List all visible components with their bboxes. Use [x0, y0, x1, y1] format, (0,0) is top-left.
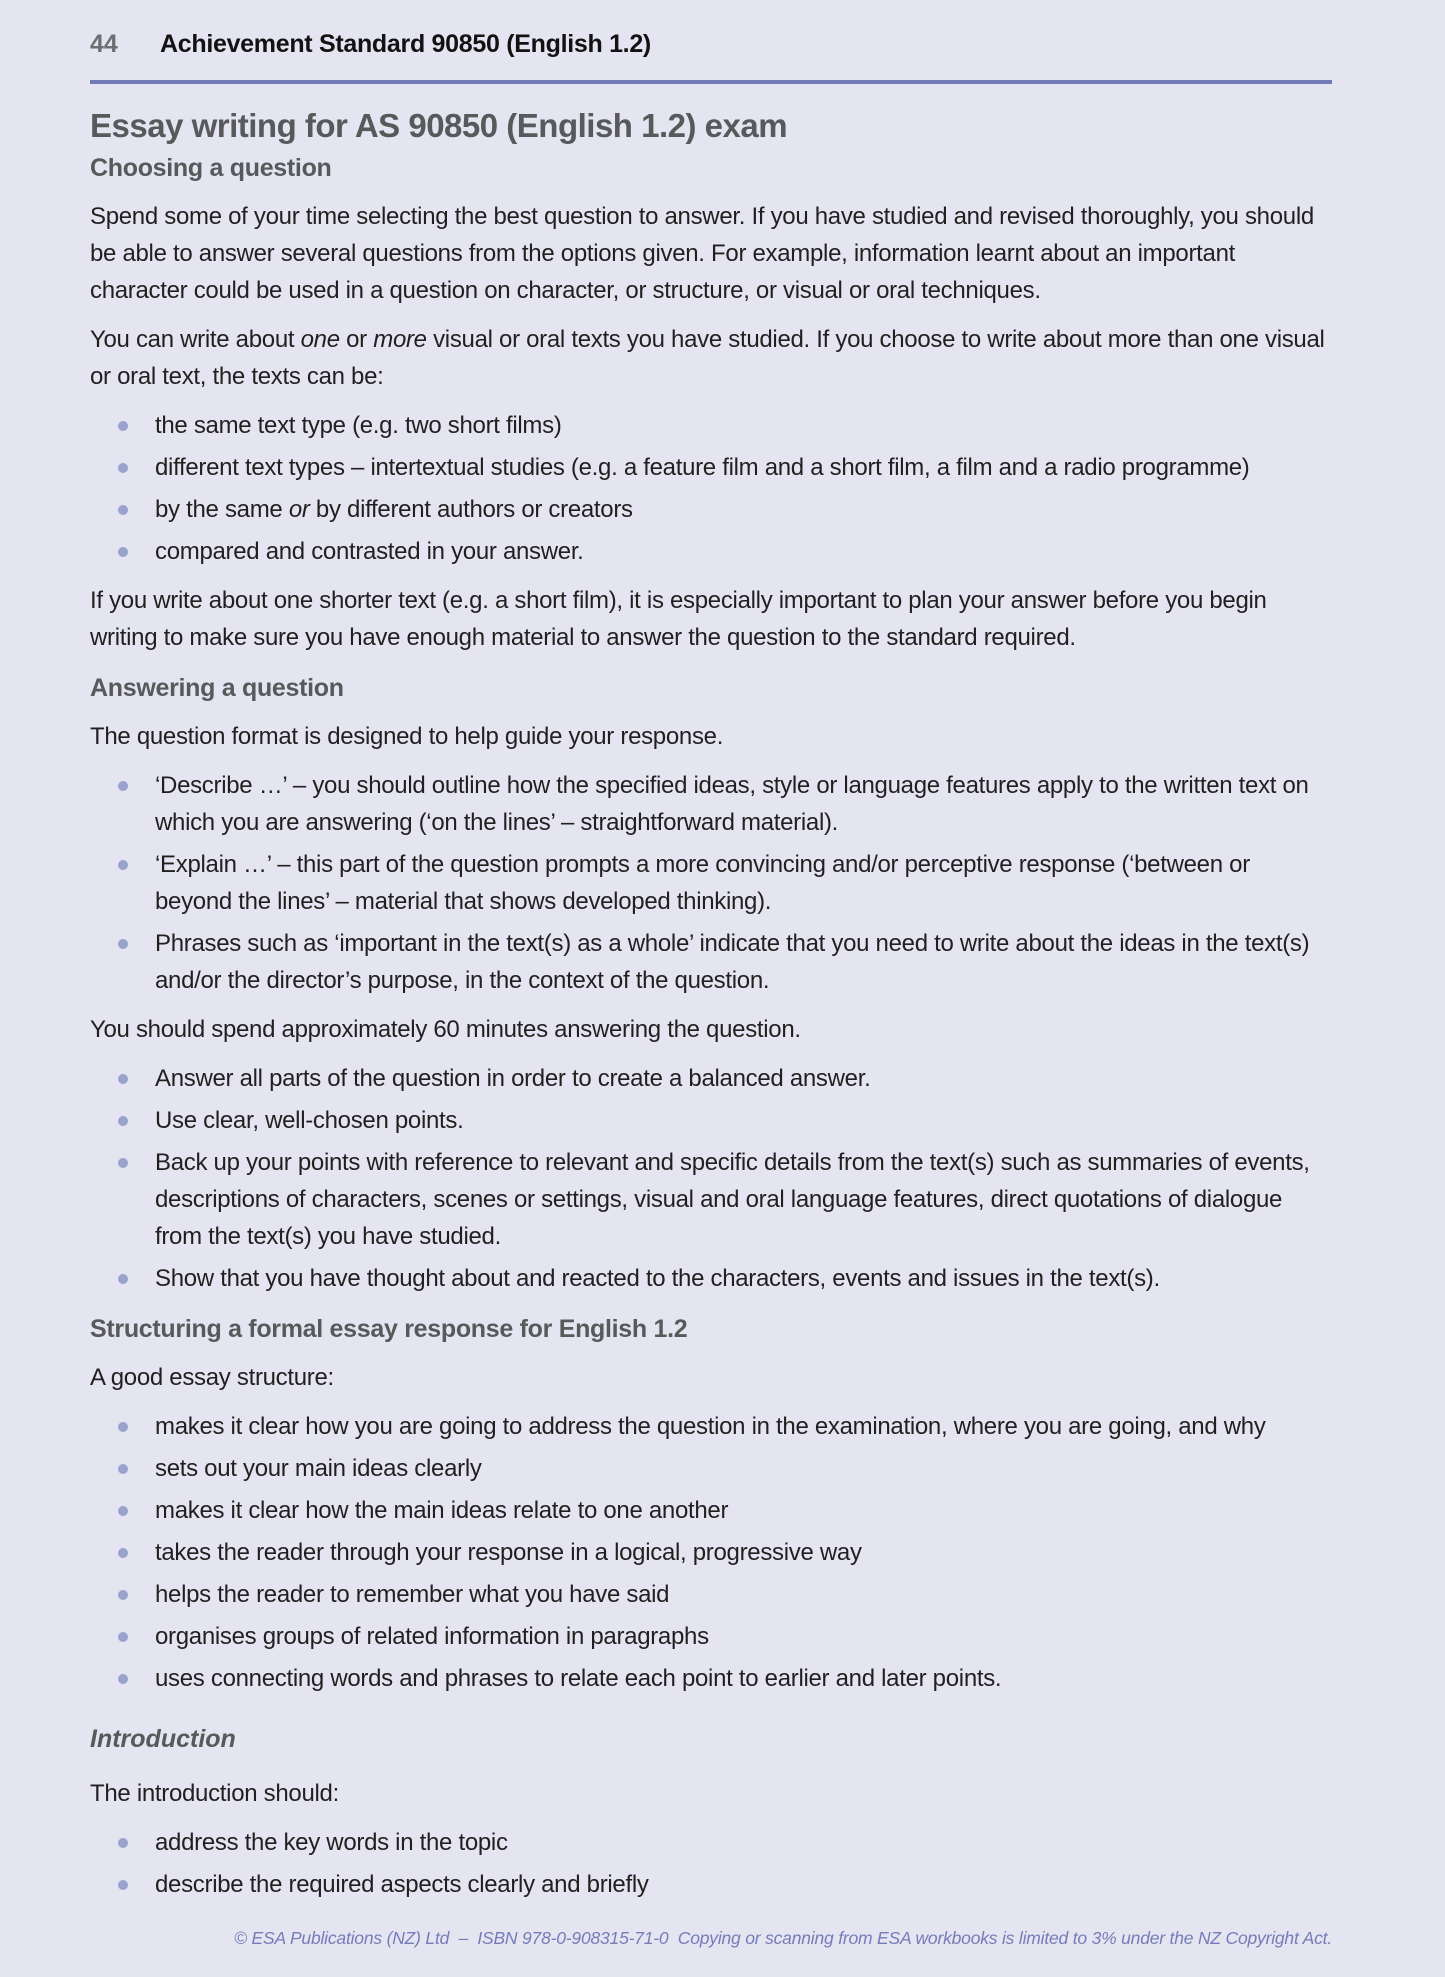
list-item: [90, 846, 1332, 920]
list-item: [90, 925, 1332, 999]
bullet-icon: [118, 1674, 128, 1684]
list-item: [90, 1576, 1332, 1613]
paragraph: [90, 582, 1332, 656]
list-item-text: compared and contrasted in your answer.: [155, 538, 584, 565]
list-item-text: makes it clear how the main ideas relate to one another: [155, 1497, 729, 1524]
list-item: [90, 533, 1332, 570]
bullet-icon: [118, 547, 128, 557]
footer-copyright: © ESA Publications (NZ) Ltd – ISBN 978-0-908315-71-0 Copying or scanning from ESA workbooks is limited to 3% under the NZ Copyright Act.: [234, 1928, 1332, 1948]
list-item: [90, 1408, 1332, 1445]
list-item: [90, 449, 1332, 486]
list-item: [90, 1492, 1332, 1529]
list-item-text: Answer all parts of the question in order to create a balanced answer.: [155, 1065, 871, 1092]
bullet-list: [90, 407, 1332, 570]
list-item-text: ‘Describe …’ – you should outline how the specified ideas, style or language features apply to the written text on which you are answering (‘on the lines’ – straightforward material).: [155, 772, 1309, 836]
paragraph: [90, 321, 1332, 395]
text-run: visual or oral texts you have studied. If you choose to write about more than one visual or oral text, the texts can be:: [90, 326, 1325, 390]
list-item: [90, 1534, 1332, 1571]
paragraph: The question format is designed to help guide your response.: [90, 723, 724, 750]
list-item-text: Phrases such as ‘important in the text(s) as a whole’ indicate that you need to write about the ideas in the text(s) and/or the director’s purpose, in the context of the question.: [155, 930, 1310, 994]
bullet-icon: [118, 1880, 128, 1890]
list-item: [90, 1824, 1332, 1861]
list-item-text: different text types – intertextual studies (e.g. a feature film and a short film, a film and a radio programme): [155, 454, 1250, 481]
book-title: Achievement Standard 90850 (English 1.2): [160, 30, 651, 58]
list-item: [90, 1144, 1332, 1255]
list-item-text: helps the reader to remember what you have said: [155, 1581, 670, 1608]
list-item-text: organises groups of related information in paragraphs: [155, 1623, 709, 1650]
list-item: [90, 1618, 1332, 1655]
text-run: by the same: [155, 496, 289, 523]
bullet-icon: [118, 939, 128, 949]
page-header: [90, 30, 1332, 58]
bullet-icon: [118, 781, 128, 791]
list-item-text: makes it clear how you are going to address the question in the examination, where you are going, and why: [155, 1413, 1266, 1440]
bullet-icon: [118, 463, 128, 473]
list-item-text: ‘Explain …’ – this part of the question prompts a more convincing and/or perceptive response (‘between or beyond the lines’ – material that shows developed thinking).: [155, 851, 1250, 915]
list-item: [90, 1102, 1332, 1139]
bullet-icon: [118, 860, 128, 870]
bullet-icon: [118, 1548, 128, 1558]
sub-heading-introduction: Introduction: [90, 1725, 236, 1753]
bullet-list: [90, 1060, 1332, 1297]
list-item: [90, 491, 1332, 528]
bullet-icon: [118, 1422, 128, 1432]
list-item: [90, 407, 1332, 444]
bullet-icon: [118, 1158, 128, 1168]
bullet-list: [90, 767, 1332, 999]
list-item-text: [155, 491, 633, 528]
paragraph: A good essay structure:: [90, 1364, 334, 1391]
text-run-italic: one: [300, 326, 340, 353]
paragraph: You should spend approximately 60 minutes answering the question.: [90, 1016, 801, 1043]
bullet-icon: [118, 1074, 128, 1084]
list-item-text: sets out your main ideas clearly: [155, 1455, 482, 1482]
bullet-icon: [118, 1274, 128, 1284]
list-item-text: Back up your points with reference to relevant and specific details from the text(s) such as summaries of events, descriptions of characters, scenes or settings, visual and oral language features, direct quotations of dialogue from the text(s) you have studied.: [155, 1149, 1310, 1250]
text-run-italic: or: [288, 496, 310, 523]
list-item-text: takes the reader through your response in a logical, progressive way: [155, 1539, 862, 1566]
list-item: [90, 767, 1332, 841]
text-run: You can write about: [90, 326, 301, 353]
section-heading-answering: Answering a question: [90, 674, 344, 702]
page-title: Essay writing for AS 90850 (English 1.2) exam: [90, 107, 788, 144]
bullet-icon: [118, 505, 128, 515]
bullet-icon: [118, 1632, 128, 1642]
list-item-text: describe the required aspects clearly and briefly: [155, 1871, 649, 1898]
page-number: 44: [90, 30, 118, 58]
bullet-icon: [118, 1116, 128, 1126]
section-heading-choosing: Choosing a question: [90, 154, 332, 182]
paragraph: [90, 198, 1332, 309]
bullet-icon: [118, 1838, 128, 1848]
text-run: or: [339, 326, 374, 353]
text-run: If you write about one shorter text (e.g. a short film), it is especially important to plan your answer before you begin writing to make sure you have enough material to answer the question to the standard required.: [90, 587, 1267, 651]
bullet-list: [90, 1824, 1332, 1903]
list-item: [90, 1060, 1332, 1097]
section-heading-structuring: Structuring a formal essay response for English 1.2: [90, 1315, 688, 1343]
list-item-text: the same text type (e.g. two short films): [155, 412, 562, 439]
paragraph: The introduction should:: [90, 1780, 339, 1807]
list-item-text: Show that you have thought about and reacted to the characters, events and issues in the text(s).: [155, 1265, 1160, 1292]
list-item-text: address the key words in the topic: [155, 1829, 508, 1856]
bullet-icon: [118, 1506, 128, 1516]
text-run: Spend some of your time selecting the best question to answer. If you have studied and revised thoroughly, you should be able to answer several questions from the options given. For example, information learnt about an important character could be used in a question on character, or structure, or visual or oral techniques.: [90, 203, 1314, 304]
list-item-text: uses connecting words and phrases to relate each point to earlier and later points.: [155, 1665, 1002, 1692]
bullet-icon: [118, 421, 128, 431]
list-item: [90, 1260, 1332, 1297]
list-item: [90, 1450, 1332, 1487]
bullet-icon: [118, 1590, 128, 1600]
list-item: [90, 1866, 1332, 1903]
text-run-italic: more: [373, 326, 427, 353]
bullet-list: [90, 1408, 1332, 1697]
list-item-text: Use clear, well-chosen points.: [155, 1107, 464, 1134]
text-run: by different authors or creators: [309, 496, 633, 523]
list-item: [90, 1660, 1332, 1697]
header-rule: [90, 80, 1332, 84]
bullet-icon: [118, 1464, 128, 1474]
